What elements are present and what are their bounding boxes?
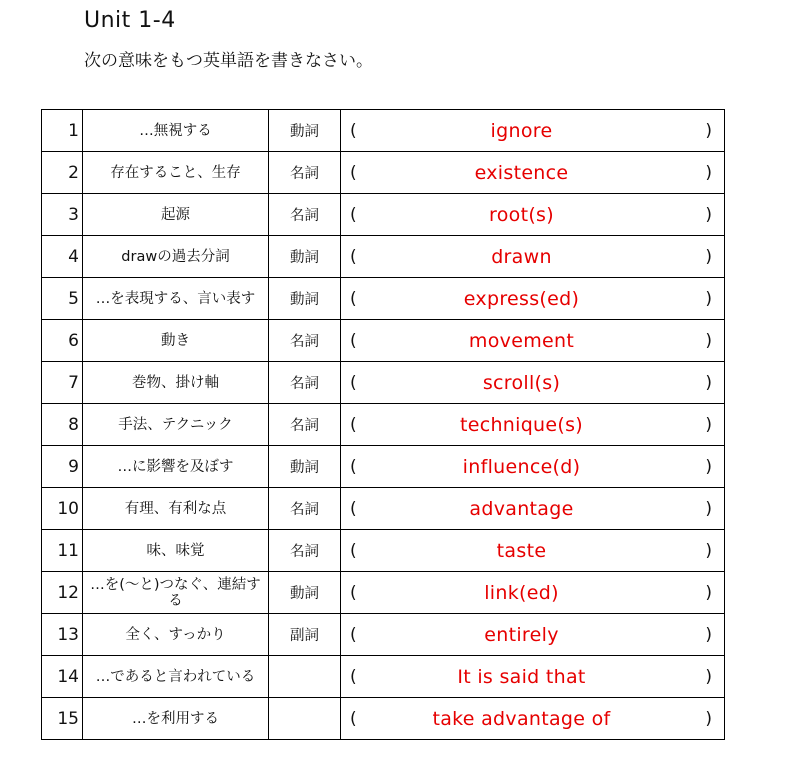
japanese-meaning: 存在すること、生存: [83, 152, 269, 194]
english-answer: taste: [496, 539, 547, 562]
part-of-speech: 名詞: [269, 530, 341, 572]
answer-cell: [341, 656, 725, 698]
part-of-speech: [269, 698, 341, 740]
japanese-meaning: …無視する: [83, 110, 269, 152]
open-parenthesis: (: [350, 246, 357, 267]
table-row: [42, 698, 725, 740]
english-answer: It is said that: [457, 665, 586, 688]
japanese-meaning: 巻物、掛け軸: [83, 362, 269, 404]
close-parenthesis: ): [705, 456, 712, 477]
answer-cell: [341, 530, 725, 572]
answer-cell: [341, 572, 725, 614]
answer-cell: [341, 488, 725, 530]
answer-cell: [341, 614, 725, 656]
table-row: [42, 110, 725, 152]
part-of-speech: 動詞: [269, 446, 341, 488]
close-parenthesis: ): [705, 624, 712, 645]
english-answer: technique(s): [459, 413, 584, 436]
instruction-text: 次の意味をもつ英単語を書きなさい。: [84, 51, 373, 71]
part-of-speech: 名詞: [269, 320, 341, 362]
part-of-speech: 名詞: [269, 362, 341, 404]
open-parenthesis: (: [350, 498, 357, 519]
answer-cell: [341, 320, 725, 362]
row-number: 2: [42, 152, 83, 194]
japanese-meaning: …を利用する: [83, 698, 269, 740]
row-number: 13: [42, 614, 83, 656]
table-row: [42, 194, 725, 236]
open-parenthesis: (: [350, 414, 357, 435]
part-of-speech: 名詞: [269, 194, 341, 236]
english-answer: take advantage of: [432, 707, 611, 730]
close-parenthesis: ): [705, 330, 712, 351]
answer-cell: [341, 404, 725, 446]
english-answer: influence(d): [462, 455, 581, 478]
close-parenthesis: ): [705, 120, 712, 141]
part-of-speech: 名詞: [269, 404, 341, 446]
close-parenthesis: ): [705, 540, 712, 561]
answer-cell: [341, 152, 725, 194]
open-parenthesis: (: [350, 582, 357, 603]
answer-cell: [341, 194, 725, 236]
table-row: [42, 278, 725, 320]
table-row: [42, 236, 725, 278]
close-parenthesis: ): [705, 372, 712, 393]
answer-cell: [341, 446, 725, 488]
open-parenthesis: (: [350, 624, 357, 645]
english-answer: advantage: [469, 497, 574, 520]
row-number: 9: [42, 446, 83, 488]
japanese-meaning: …に影響を及ぼす: [83, 446, 269, 488]
japanese-meaning: …を表現する、言い表す: [83, 278, 269, 320]
table-row: [42, 488, 725, 530]
japanese-meaning: 味、味覚: [83, 530, 269, 572]
close-parenthesis: ): [705, 204, 712, 225]
english-answer: entirely: [484, 623, 559, 646]
close-parenthesis: ): [705, 162, 712, 183]
answer-cell: [341, 236, 725, 278]
answer-cell: [341, 362, 725, 404]
close-parenthesis: ): [705, 498, 712, 519]
table-row: [42, 572, 725, 614]
close-parenthesis: ): [705, 582, 712, 603]
english-answer: movement: [468, 329, 575, 352]
part-of-speech: [269, 656, 341, 698]
english-answer: ignore: [490, 119, 553, 142]
row-number: 5: [42, 278, 83, 320]
close-parenthesis: ): [705, 288, 712, 309]
table-row: [42, 404, 725, 446]
japanese-meaning: …であると言われている: [83, 656, 269, 698]
japanese-meaning: 手法、テクニック: [83, 404, 269, 446]
japanese-meaning: 動き: [83, 320, 269, 362]
table-row: [42, 320, 725, 362]
table-row: [42, 614, 725, 656]
part-of-speech: 名詞: [269, 152, 341, 194]
row-number: 12: [42, 572, 83, 614]
table-row: [42, 362, 725, 404]
answer-cell: [341, 110, 725, 152]
table-row: [42, 446, 725, 488]
japanese-meaning: drawの過去分詞: [83, 236, 269, 278]
table-row: [42, 152, 725, 194]
close-parenthesis: ): [705, 246, 712, 267]
english-answer: root(s): [489, 203, 554, 226]
open-parenthesis: (: [350, 162, 357, 183]
open-parenthesis: (: [350, 540, 357, 561]
table-row: [42, 656, 725, 698]
part-of-speech: 動詞: [269, 236, 341, 278]
english-answer: link(ed): [484, 581, 559, 604]
row-number: 10: [42, 488, 83, 530]
row-number: 15: [42, 698, 83, 740]
row-number: 1: [42, 110, 83, 152]
part-of-speech: 動詞: [269, 110, 341, 152]
unit-title: Unit 1-4: [84, 8, 176, 33]
open-parenthesis: (: [350, 372, 357, 393]
japanese-meaning: 全く、すっかり: [83, 614, 269, 656]
part-of-speech: 動詞: [269, 572, 341, 614]
part-of-speech: 動詞: [269, 278, 341, 320]
answer-cell: [341, 698, 725, 740]
row-number: 7: [42, 362, 83, 404]
answer-cell: [341, 278, 725, 320]
open-parenthesis: (: [350, 288, 357, 309]
open-parenthesis: (: [350, 456, 357, 477]
table-row: [42, 530, 725, 572]
english-answer: existence: [474, 161, 569, 184]
english-answer: express(ed): [463, 287, 580, 310]
japanese-meaning: …を(～と)つなぐ、連結する: [83, 572, 269, 614]
japanese-meaning: 起源: [83, 194, 269, 236]
row-number: 3: [42, 194, 83, 236]
open-parenthesis: (: [350, 666, 357, 687]
open-parenthesis: (: [350, 330, 357, 351]
close-parenthesis: ): [705, 666, 712, 687]
english-answer: drawn: [491, 245, 552, 268]
close-parenthesis: ): [705, 414, 712, 435]
row-number: 4: [42, 236, 83, 278]
vocabulary-table-body: [42, 110, 725, 740]
open-parenthesis: (: [350, 120, 357, 141]
japanese-meaning: 有理、有利な点: [83, 488, 269, 530]
vocabulary-table: [41, 109, 725, 740]
row-number: 14: [42, 656, 83, 698]
english-answer: scroll(s): [482, 371, 561, 394]
close-parenthesis: ): [705, 708, 712, 729]
open-parenthesis: (: [350, 708, 357, 729]
row-number: 11: [42, 530, 83, 572]
row-number: 6: [42, 320, 83, 362]
open-parenthesis: (: [350, 204, 357, 225]
row-number: 8: [42, 404, 83, 446]
part-of-speech: 副詞: [269, 614, 341, 656]
part-of-speech: 名詞: [269, 488, 341, 530]
